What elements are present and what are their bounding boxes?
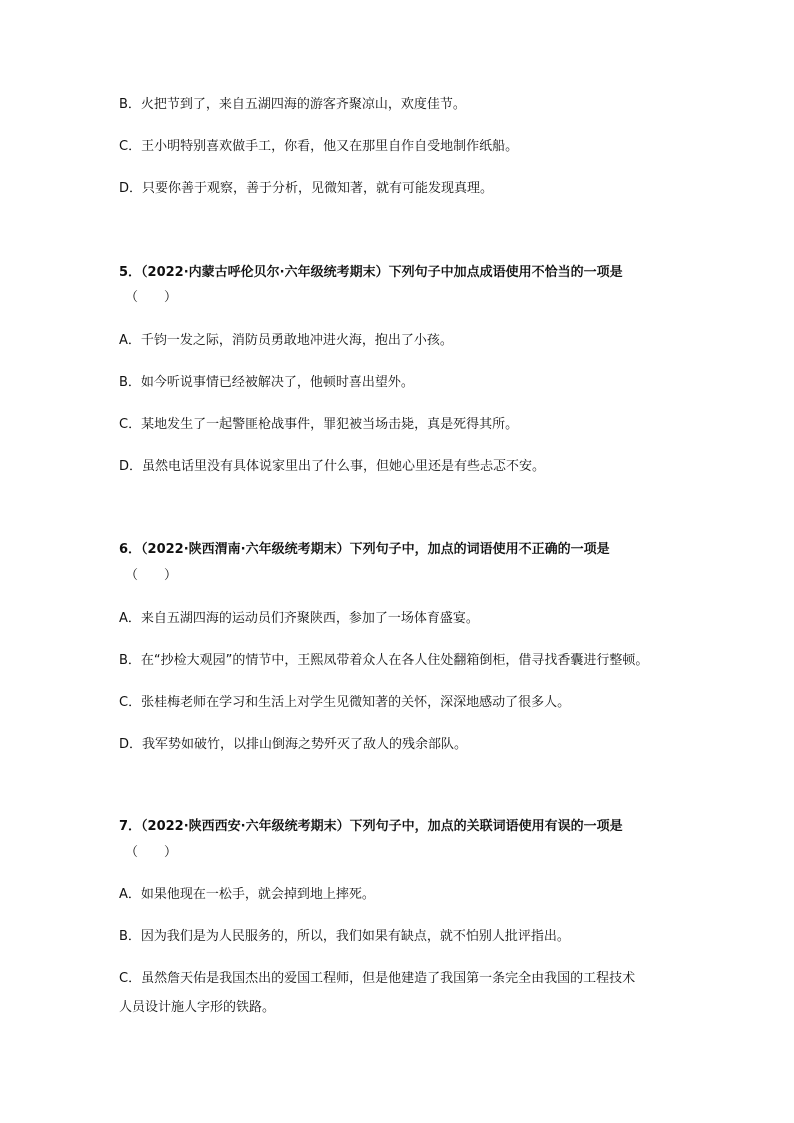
question-title bbox=[119, 819, 623, 835]
option-line: B．火把节到了，来自五湖四海的游客齐聚凉山，欢度佳节。 bbox=[119, 97, 466, 112]
option-line: A．千钧一发之际，消防员勇敢地冲进火海，抱出了小孩。 bbox=[119, 333, 453, 348]
answer-paren: （ ） bbox=[125, 845, 178, 860]
option-line: A．如果他现在一松手，就会掉到地上摔死。 bbox=[119, 887, 375, 902]
option-line: D．虽然电话里没有具体说家里出了什么事，但她心里还是有些忐忑不安。 bbox=[119, 459, 546, 474]
question-number: 5． bbox=[119, 265, 142, 280]
question-title bbox=[119, 265, 623, 281]
question-title bbox=[119, 542, 610, 558]
option-line: C．王小明特别喜欢做手工，你看，他又在那里自作自受地制作纸船。 bbox=[119, 139, 519, 154]
question-number: 6． bbox=[119, 542, 142, 557]
option-line: B．因为我们是为人民服务的，所以，我们如果有缺点，就不怕别人批评指出。 bbox=[119, 929, 570, 944]
option-continuation: 人员设计施人字形的铁路。 bbox=[119, 1000, 276, 1015]
option-line: A．来自五湖四海的运动员们齐聚陕西，参加了一场体育盛宴。 bbox=[119, 611, 479, 626]
option-line: D．我军势如破竹，以排山倒海之势歼灭了敌人的残余部队。 bbox=[119, 737, 468, 752]
option-line: C．虽然詹天佑是我国杰出的爱国工程师，但是他建造了我国第一条完全由我国的工程技术 bbox=[119, 971, 636, 986]
question-stem: （2022·内蒙古呼伦贝尔·六年级统考期末）下列句子中加点成语使用不恰当的一项是 bbox=[141, 265, 623, 280]
answer-paren: （ ） bbox=[125, 290, 178, 305]
question-stem: （2022·陕西渭南·六年级统考期末）下列句子中，加点的词语使用不正确的一项是 bbox=[141, 542, 610, 557]
option-line: C．某地发生了一起警匪枪战事件，罪犯被当场击毙，真是死得其所。 bbox=[119, 417, 519, 432]
option-line: B．如今听说事情已经被解决了，他顿时喜出望外。 bbox=[119, 375, 414, 390]
option-line: C．张桂梅老师在学习和生活上对学生见微知著的关怀，深深地感动了很多人。 bbox=[119, 695, 571, 710]
option-line: D．只要你善于观察，善于分析，见微知著，就有可能发现真理。 bbox=[119, 181, 494, 196]
answer-paren: （ ） bbox=[125, 568, 178, 583]
question-number: 7． bbox=[119, 819, 142, 834]
question-stem: （2022·陕西西安·六年级统考期末）下列句子中，加点的关联词语使用有误的一项是 bbox=[141, 819, 623, 834]
option-line: B．在“抄检大观园”的情节中，王熙凤带着众人在各人住处翻箱倒柜，借寻找香囊进行整顿。 bbox=[119, 653, 649, 668]
